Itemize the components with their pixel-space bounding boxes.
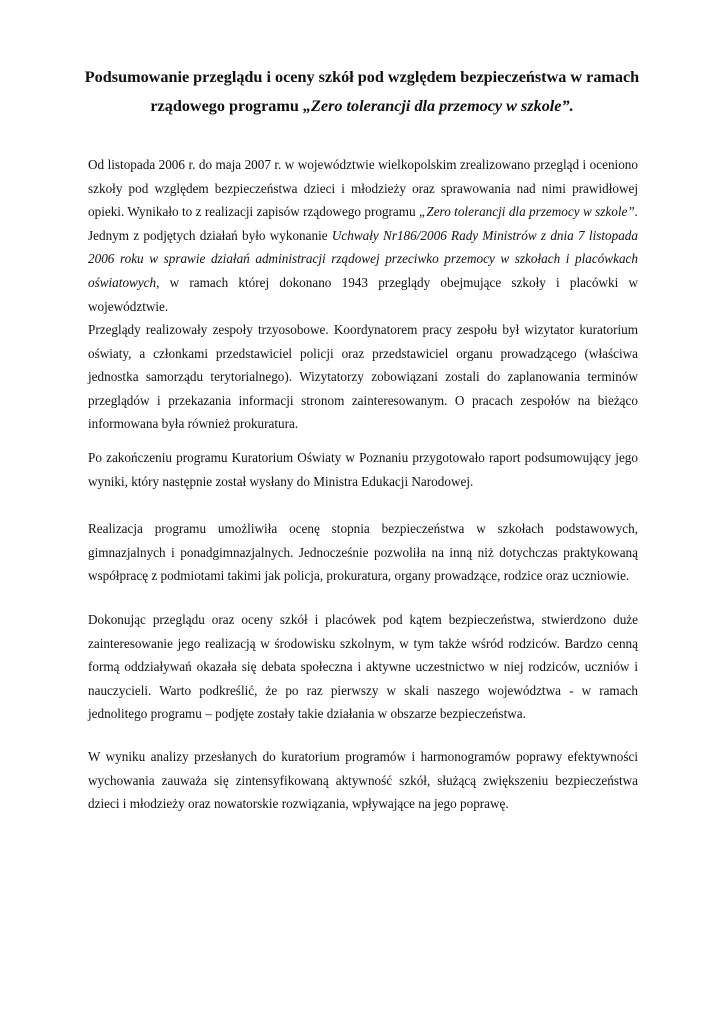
paragraph-findings: Dokonując przeglądu oraz oceny szkół i placówek pod kątem bezpieczeństwa, stwierdzono duże zainteresowanie jego realizacją w środowisku szkolnym, w tym także wśród rodziców. Bardzo cenną formą oddziaływań okazała się debata społeczna i aktywne uczestnictwo w niej rodziców, uczniów i nauczycieli. Warto podkreślić, że po raz pierwszy w skali naszego województwa - w ramach jednolitego programu – podjęte zostały takie działania w obszarze bezpieczeństwa. [88,612,638,722]
paragraph-teams: Przeglądy realizowały zespoły trzyosobowe. Koordynatorem pracy zespołu był wizytator kuratorium oświaty, a członkami przedstawiciel policji oraz przedstawiciel organu prowadzącego (właściwa jednostka samorządu terytorialnego). Wizytatorzy zobowiązani zostali do zaplanowania terminów przeglądów i przekazania informacji stronom zainteresowanym. O pracach zespołów na bieżąco informowana była również prokuratura. [88,322,638,432]
page-title [60,63,664,121]
paragraph-intro-text-1: Od listopada 2006 r. do maja 2007 r. w województwie wielkopolskim zrealizowano przegląd i oceniono szkoły pod względem bezpieczeństwa dzieci i młodzieży oraz sprawowania nad nimi prawidłowej opieki. Wynikało to z realizacji zapisów rządowego programu [88,157,638,220]
paragraph-intro [88,153,638,318]
title-line-2-plain: rządowego programu [150,97,303,115]
paragraph-report: Po zakończeniu programu Kuratorium Oświaty w Poznaniu przygotowało raport podsumowujący jego wyniki, który następnie został wysłany do Ministra Edukacji Narodowej. [88,450,638,489]
resolution-title-italic: Uchwały Nr186/2006 Rady Ministrów z dnia 7 listopada 2006 roku w sprawie działań administracji rządowej przeciwko przemocy w szkołach i placówkach oświatowych [88,227,638,290]
paragraph-intro-text-3: , w ramach której dokonano 1943 przeglądy obejmujące szkoły i placówki w województwie. [88,274,638,314]
title-line-1: Podsumowanie przeglądu i oceny szkół pod względem bezpieczeństwa w ramach [84,68,640,86]
paragraph-intro-text-2: Jednym z podjętych działań było wykonanie [88,227,332,243]
paragraph-assessment: Realizacja programu umożliwiła ocenę stopnia bezpieczeństwa w szkołach podstawowych, gimnazjalnych i ponadgimnazjalnych. Jednocześnie pozwoliła na inną niż dotychczas praktykowaną współpracę z podmiotami takimi jak policja, prokuratura, organy prowadzące, rodzice oraz uczniowie. [88,521,638,584]
paragraph-conclusion: W wyniku analizy przesłanych do kuratorium programów i harmonogramów poprawy efektywności wychowania zauważa się zintensyfikowaną aktywność szkół, służącą zwiększeniu bezpieczeństwa dzieci i młodzieży oraz nowatorskie rozwiązania, wpływające na jego poprawę. [88,749,638,812]
program-name-italic: „Zero tolerancji dla przemocy w szkole”. [419,204,638,220]
title-program-name: „Zero tolerancji dla przemocy w szkole”. [302,97,574,115]
